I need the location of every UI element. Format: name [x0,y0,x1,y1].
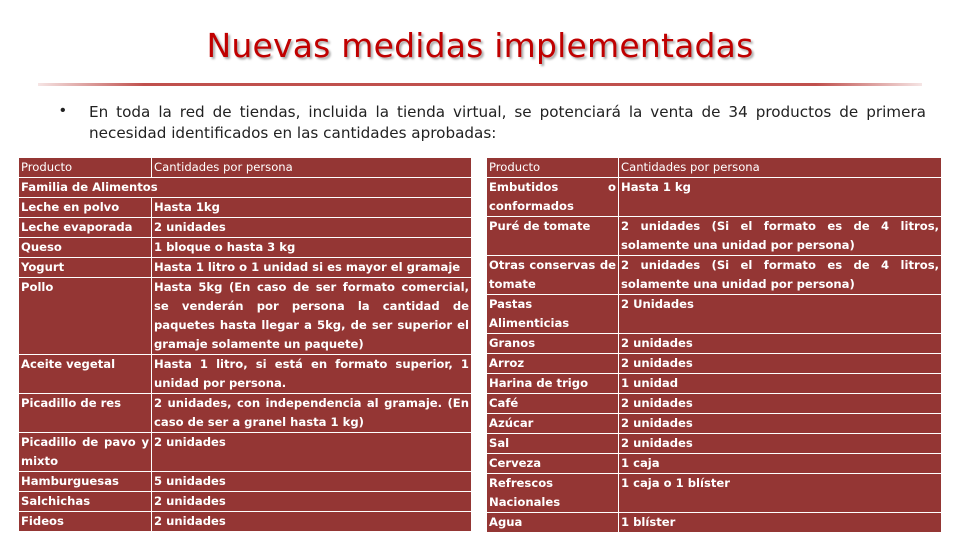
table-row [19,394,472,433]
product-name: Queso [19,238,152,258]
page-title: Nuevas medidas implementadas [206,26,754,65]
product-name: Café [487,394,619,414]
table-row [487,217,942,256]
table-row [19,512,472,532]
product-quantity: 2 unidades [152,512,472,532]
product-name: Granos [487,334,619,354]
product-quantity: 2 unidades [152,218,472,238]
product-quantity: 2 unidades [619,394,942,414]
right-products-table [486,157,942,533]
table-row [487,374,942,394]
product-quantity: 2 unidades [152,433,472,472]
product-quantity: 1 blíster [619,513,942,533]
table-row [487,414,942,434]
product-quantity: Hasta 5kg (En caso de ser formato comercial, se venderán por persona la cantidad de paquetes hasta llegar a 5kg, de ser superior el gramaje solamente un paquete) [152,278,472,355]
product-name: Agua [487,513,619,533]
product-quantity: 2 unidades [619,354,942,374]
product-quantity: 5 unidades [152,472,472,492]
product-name: Arroz [487,354,619,374]
table-row [487,295,942,334]
product-name: Otras conservas de tomate [487,256,619,295]
table-row [19,355,472,394]
product-name: Cerveza [487,454,619,474]
product-quantity: 1 unidad [619,374,942,394]
product-quantity: Hasta 1 litro, si está en formato superior, 1 unidad por persona. [152,355,472,394]
product-quantity: 2 unidades [619,334,942,354]
product-name: Yogurt [19,258,152,278]
product-name: Salchichas [19,492,152,512]
table-row [487,454,942,474]
family-label: Familia de Alimentos [19,178,472,198]
product-name: Sal [487,434,619,454]
table-row [19,198,472,218]
product-quantity: 2 unidades, con independencia al gramaje. (En caso de ser a granel hasta 1 kg) [152,394,472,433]
header-producto: Producto [487,158,619,178]
product-name: Hamburguesas [19,472,152,492]
table-row [19,278,472,355]
product-name: Harina de trigo [487,374,619,394]
table-row [19,238,472,258]
product-name: Leche en polvo [19,198,152,218]
table-row [19,433,472,472]
product-quantity: 2 unidades [152,492,472,512]
table-row [487,513,942,533]
product-name: Fideos [19,512,152,532]
product-name: Refrescos Nacionales [487,474,619,513]
bullet-text: En toda la red de tiendas, incluida la tienda virtual, se potenciará la venta de 34 productos de primera necesidad identificados en las cantidades aprobadas: [89,103,926,142]
product-name: Azúcar [487,414,619,434]
product-name: Picadillo de res [19,394,152,433]
left-products-table [18,157,472,532]
title-divider [38,83,922,86]
header-cantidades: Cantidades por persona [619,158,942,178]
product-name: Embutidos o conformados [487,178,619,217]
product-name: Pastas Alimenticias [487,295,619,334]
product-quantity: 2 unidades (Si el formato es de 4 litros, solamente una unidad por persona) [619,256,942,295]
product-quantity: 2 unidades [619,434,942,454]
product-quantity: 2 unidades (Si el formato es de 4 litros, solamente una unidad por persona) [619,217,942,256]
family-row [19,178,472,198]
table-row [487,474,942,513]
table-header-row [487,158,942,178]
product-quantity: 1 caja [619,454,942,474]
table-row [19,492,472,512]
table-row [487,394,942,414]
product-quantity: Hasta 1kg [152,198,472,218]
table-row [19,218,472,238]
product-name: Leche evaporada [19,218,152,238]
product-quantity: 2 unidades [619,414,942,434]
product-quantity: 1 caja o 1 blíster [619,474,942,513]
table-row [19,472,472,492]
table-row [487,334,942,354]
product-quantity: Hasta 1 kg [619,178,942,217]
table-row [19,258,472,278]
header-cantidades: Cantidades por persona [152,158,472,178]
product-name: Aceite vegetal [19,355,152,394]
product-name: Puré de tomate [487,217,619,256]
table-row [487,434,942,454]
bullet-marker: • [60,102,66,119]
header-producto: Producto [19,158,152,178]
product-name: Pollo [19,278,152,355]
table-row [487,178,942,217]
product-name: Picadillo de pavo y mixto [19,433,152,472]
table-row [487,354,942,374]
table-header-row [19,158,472,178]
product-quantity: 2 Unidades [619,295,942,334]
product-quantity: Hasta 1 litro o 1 unidad si es mayor el gramaje [152,258,472,278]
product-quantity: 1 bloque o hasta 3 kg [152,238,472,258]
table-row [487,256,942,295]
